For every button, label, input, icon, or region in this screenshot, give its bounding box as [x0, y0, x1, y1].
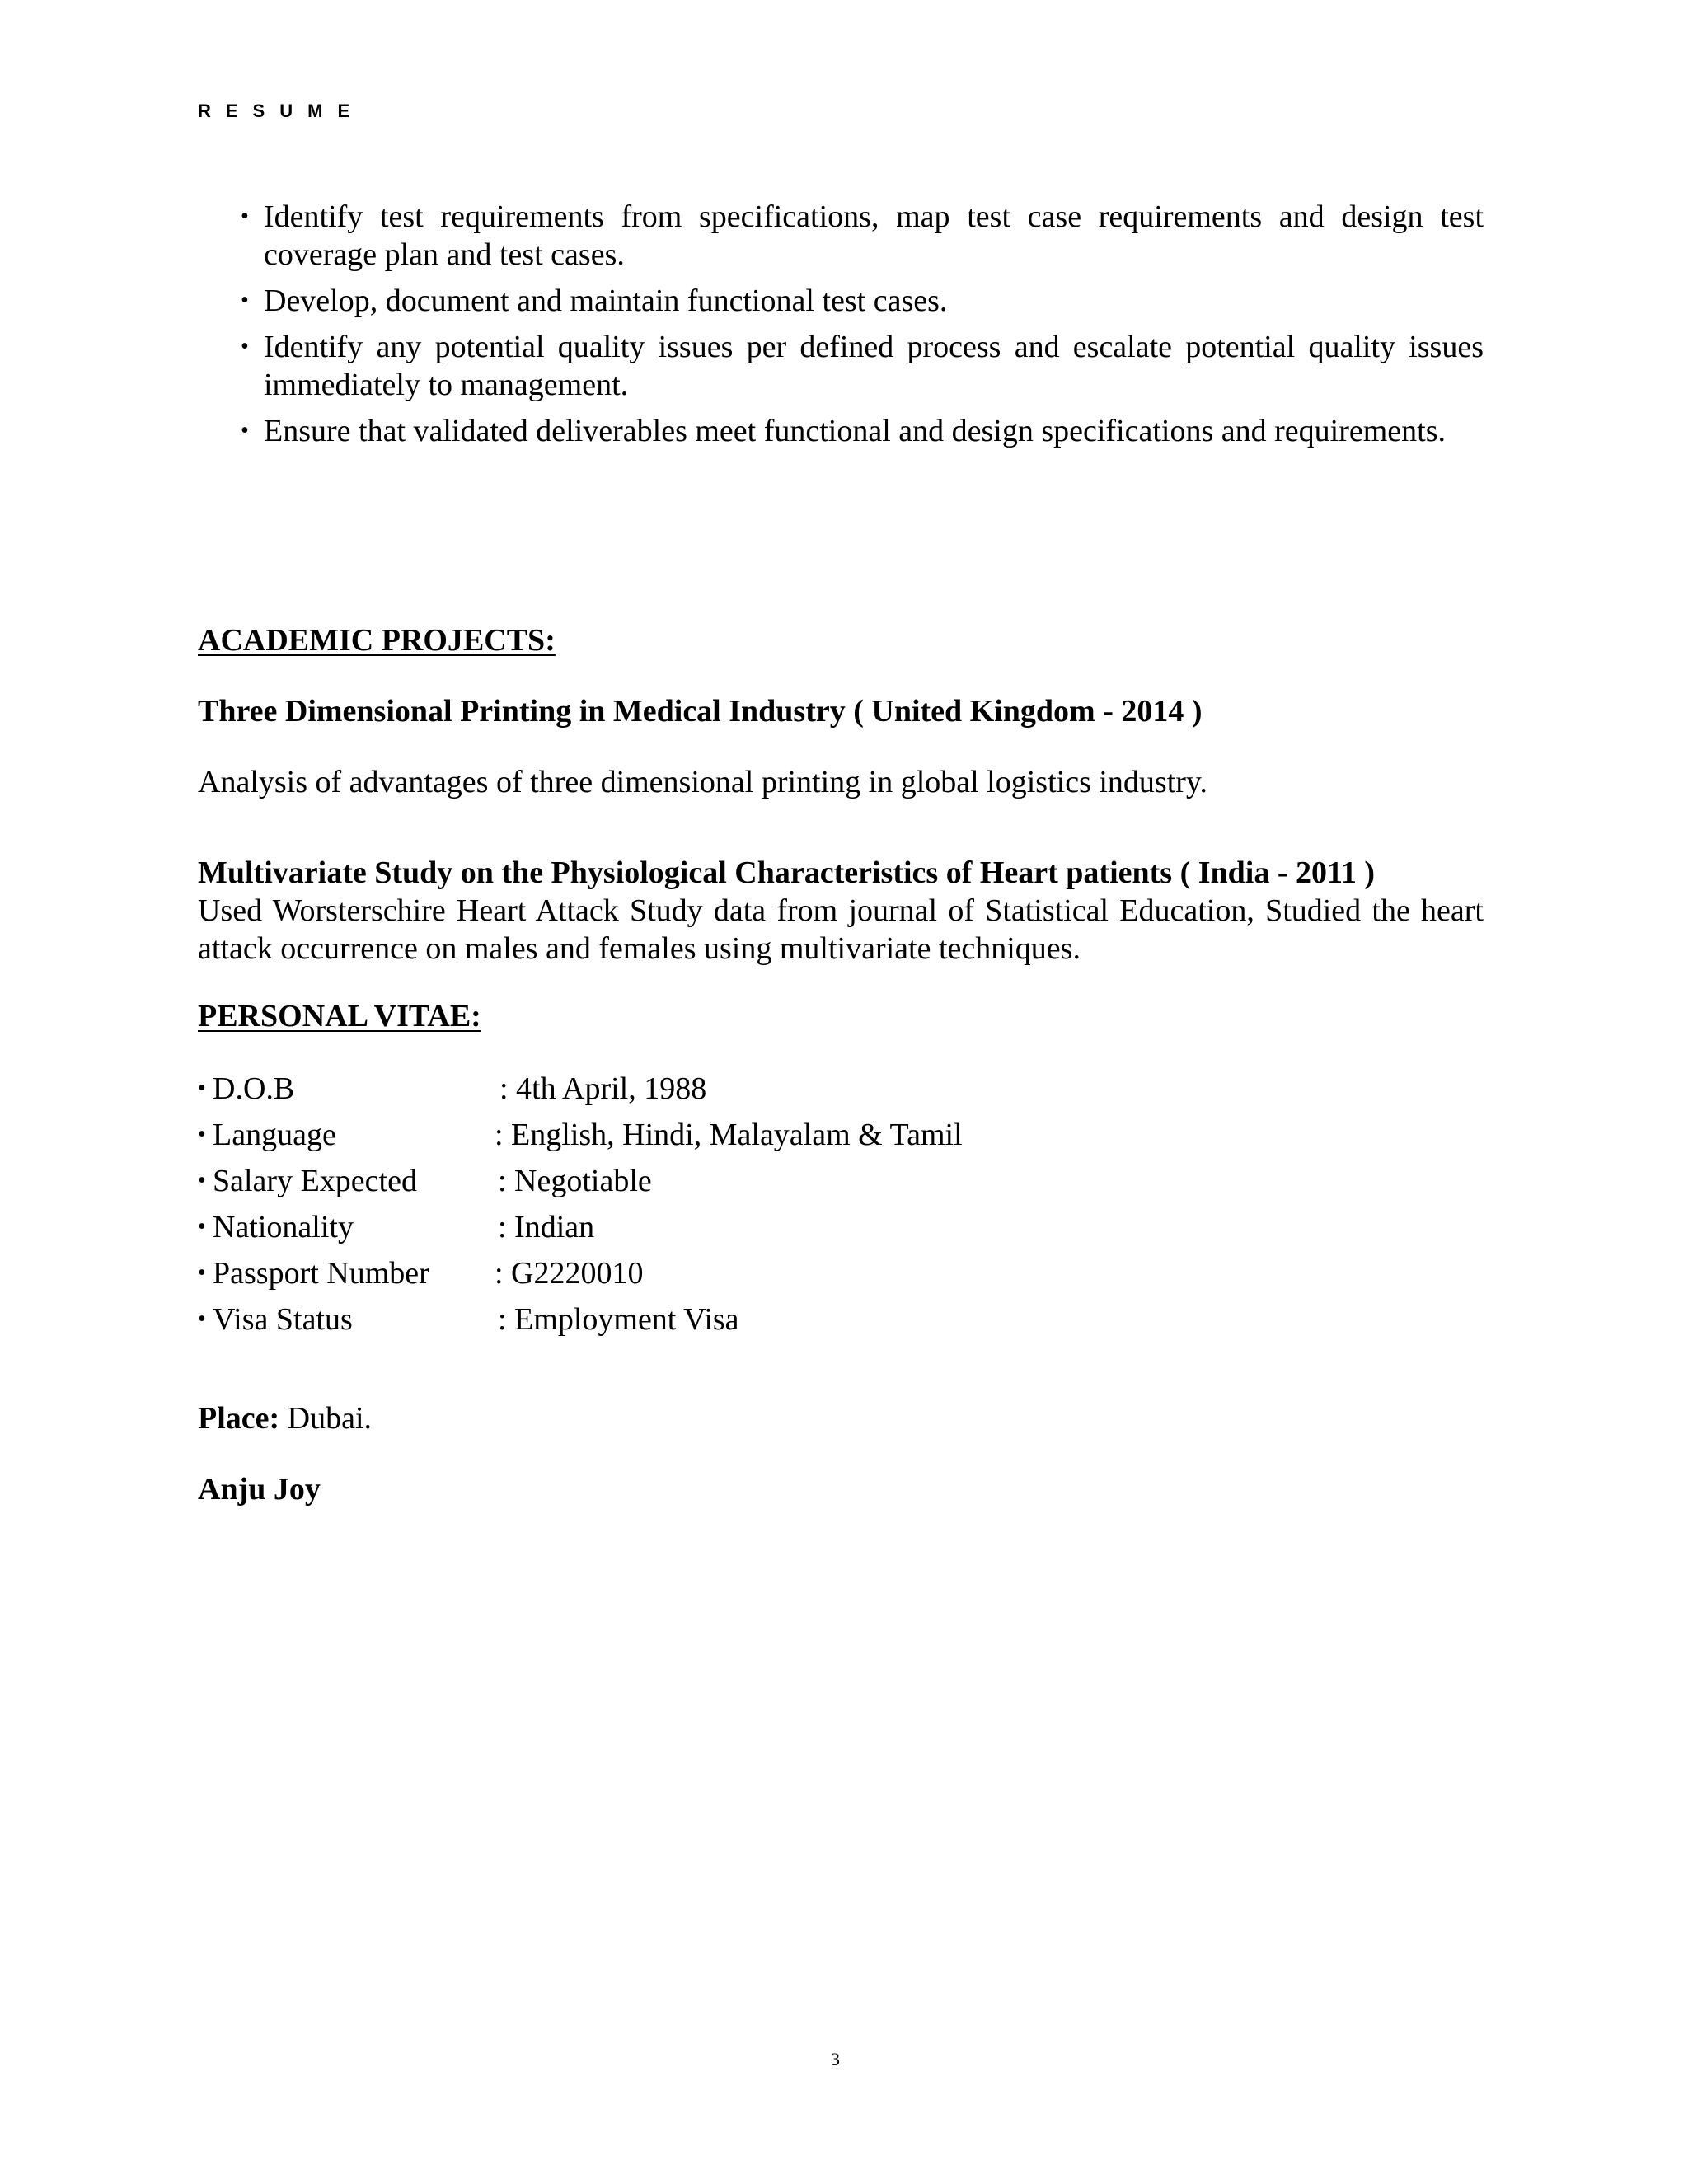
duty-text: Identify test requirements from specifications, map test case requirements and design test coverage plan and test cases.: [264, 199, 1484, 272]
project-title: Multivariate Study on the Physiological Characteristics of Heart patients ( India - 2011 ): [198, 855, 1376, 890]
duty-item: [241, 198, 1484, 274]
duties-list: [241, 198, 1484, 460]
bullet-icon: •: [241, 418, 249, 443]
vitae-label: D.O.B: [213, 1071, 295, 1106]
vitae-label: Language: [213, 1118, 336, 1152]
vitae-label: Nationality: [213, 1210, 354, 1244]
duty-text: Develop, document and maintain functional test cases.: [264, 284, 948, 318]
duty-item: [241, 282, 1484, 320]
vitae-value: : 4th April, 1988: [499, 1071, 707, 1106]
vitae-label: Passport Number: [213, 1256, 429, 1291]
bullet-icon: •: [241, 288, 249, 313]
academic-projects-heading: ACADEMIC PROJECTS:: [198, 623, 556, 658]
bullet-icon: •: [198, 1260, 206, 1286]
bullet-icon: •: [198, 1122, 206, 1147]
vitae-value: : Employment Visa: [498, 1302, 739, 1337]
duty-text: Identify any potential quality issues per defined process and escalate potential quality issues immediately to management.: [264, 330, 1484, 402]
vitae-value: : English, Hindi, Malayalam & Tamil: [495, 1118, 963, 1152]
place-line: [198, 1399, 372, 1437]
resume-header-label: RESUME: [198, 101, 365, 121]
duty-item: [241, 412, 1484, 450]
vitae-value: : Negotiable: [498, 1164, 652, 1198]
bullet-icon: •: [241, 334, 249, 359]
bullet-icon: •: [241, 204, 249, 229]
vitae-label: Visa Status: [213, 1302, 353, 1337]
personal-vitae-heading: PERSONAL VITAE:: [198, 999, 481, 1033]
project-title: Three Dimensional Printing in Medical Industry ( United Kingdom - 2014 ): [198, 694, 1203, 729]
duty-item: [241, 328, 1484, 404]
bullet-icon: •: [198, 1306, 206, 1332]
vitae-label: Salary Expected: [213, 1164, 417, 1198]
vitae-value: : Indian: [498, 1210, 595, 1244]
duty-text: Ensure that validated deliverables meet functional and design specifications and requirements.: [264, 414, 1446, 448]
bullet-icon: •: [198, 1214, 206, 1240]
bullet-icon: •: [198, 1076, 206, 1101]
place-label: Place:: [198, 1401, 280, 1436]
vitae-value: : G2220010: [495, 1256, 644, 1291]
project-description: Analysis of advantages of three dimensional printing in global logistics industry.: [198, 765, 1207, 799]
page-number: 3: [831, 2049, 840, 2069]
place-value: Dubai.: [279, 1401, 373, 1436]
project-description: Used Worsterschire Heart Attack Study data from journal of Statistical Education, Studied the heart attack occurrence on males and females using multivariate techniques.: [198, 893, 1484, 966]
signature-name: Anju Joy: [198, 1472, 321, 1507]
bullet-icon: •: [198, 1168, 206, 1193]
